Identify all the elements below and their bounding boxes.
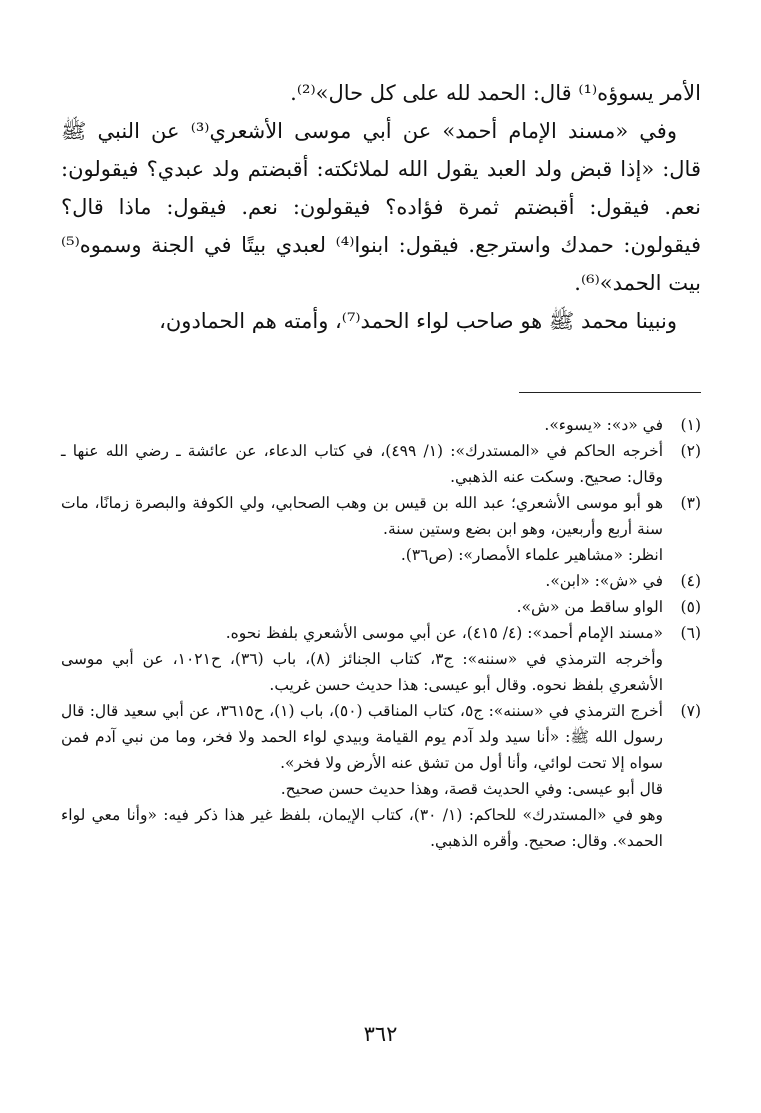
footnote-text — [61, 620, 663, 698]
footnote-3 — [61, 490, 701, 568]
footnote-7 — [61, 698, 701, 854]
footnote-number: (٤) — [680, 572, 701, 590]
footnote-number: (٥) — [680, 598, 701, 616]
footnote-line: الواو ساقط من «ش». — [516, 598, 663, 616]
footnote-text — [61, 412, 663, 438]
footnotes — [61, 412, 701, 854]
footnote-text — [61, 438, 663, 490]
footnote-line: انظر: «مشاهير علماء الأمصار»: (ص٣٦). — [400, 546, 663, 564]
footnote-number: (٢) — [680, 442, 701, 460]
footnote-number: (٦) — [680, 624, 701, 642]
page-number: ٣٦٢ — [363, 1022, 398, 1046]
footnote-number: (١) — [680, 416, 701, 434]
footnote-line: أخرج الترمذي في «سننه»: ج٥، كتاب المناقب (٥٠)، باب (١)، ح٣٦١٥، عن أبي سعيد قال: قال رسول الله ﷺ: «أنا سيد ولد آدم يوم القيامة وبيدي لواء الحمد ولا فخر، وما من نبي آدم فمن سواه إلا تحت لوائي، وأنا أول من تشق عنه الأرض ولا فخر». — [61, 702, 663, 772]
footnote-2 — [61, 438, 701, 490]
footnote-text — [61, 568, 663, 594]
footnote-4 — [61, 568, 701, 594]
main-paragraph-3: ونبينا محمد ﷺ هو صاحب لواء الحمد⁽⁷⁾، وأمته هم الحمادون، — [159, 309, 677, 333]
footnote-6 — [61, 620, 701, 698]
footnote-number: (٧) — [680, 702, 701, 720]
main-paragraph-2: وفي «مسند الإمام أحمد» عن أبي موسى الأشعري⁽³⁾ عن النبي ﷺ قال: «إذا قبض ولد العبد يقول الله لملائكته: أقبضتم ولد عبدي؟ فيقولون: نعم. فيقول: أقبضتم ثمرة فؤاده؟ فيقولون: نعم. فيقول: ماذا قال؟ فيقولون: حمدك واسترجع. فيقول: ابنوا⁽⁴⁾ لعبدي بيتًا في الجنة وسموه⁽⁵⁾ بيت الحمد»⁽⁶⁾. — [61, 119, 701, 295]
main-text — [61, 74, 701, 340]
footnote-number: (٣) — [680, 494, 701, 512]
footnote-text — [61, 490, 663, 568]
footnote-divider — [519, 392, 701, 393]
footnote-line: قال أبو عيسى: وفي الحديث قصة، وهذا حديث حسن صحيح. — [280, 780, 663, 798]
footnote-line: «مسند الإمام أحمد»: (٤/ ٤١٥)، عن أبي موسى الأشعري بلفظ نحوه. — [225, 624, 663, 642]
footnote-line: هو أبو موسى الأشعري؛ عبد الله بن قيس بن وهب الصحابي، ولي الكوفة والبصرة زمانًا، مات سنة أربع وأربعين، وهو ابن بضع وستين سنة. — [61, 494, 663, 538]
footnote-line: في «ش»: «ابن». — [545, 572, 663, 590]
footnote-5 — [61, 594, 701, 620]
footnote-text — [61, 698, 663, 854]
footnote-1 — [61, 412, 701, 438]
footnote-line: وهو في «المستدرك» للحاكم: (١/ ٣٠)، كتاب الإيمان، بلفظ غير هذا ذكر فيه: «وأنا معي لواء الحمد». وقال: صحيح. وأقره الذهبي. — [61, 806, 663, 850]
footnote-line: في «د»: «يسوء». — [544, 416, 663, 434]
footnote-text — [61, 594, 663, 620]
footnote-line: أخرجه الحاكم في «المستدرك»: (١/ ٤٩٩)، في كتاب الدعاء، عن عائشة ـ رضي الله عنها ـ وقال: صحيح. وسكت عنه الذهبي. — [61, 442, 663, 486]
main-paragraph-1: الأمر يسوؤه⁽¹⁾ قال: الحمد لله على كل حال»⁽²⁾. — [290, 81, 701, 105]
footnote-line: وأخرجه الترمذي في «سننه»: ج٣، كتاب الجنائز (٨)، باب (٣٦)، ح١٠٢١، عن أبي موسى الأشعري بلفظ نحوه. وقال أبو عيسى: هذا حديث حسن غريب. — [61, 650, 663, 694]
